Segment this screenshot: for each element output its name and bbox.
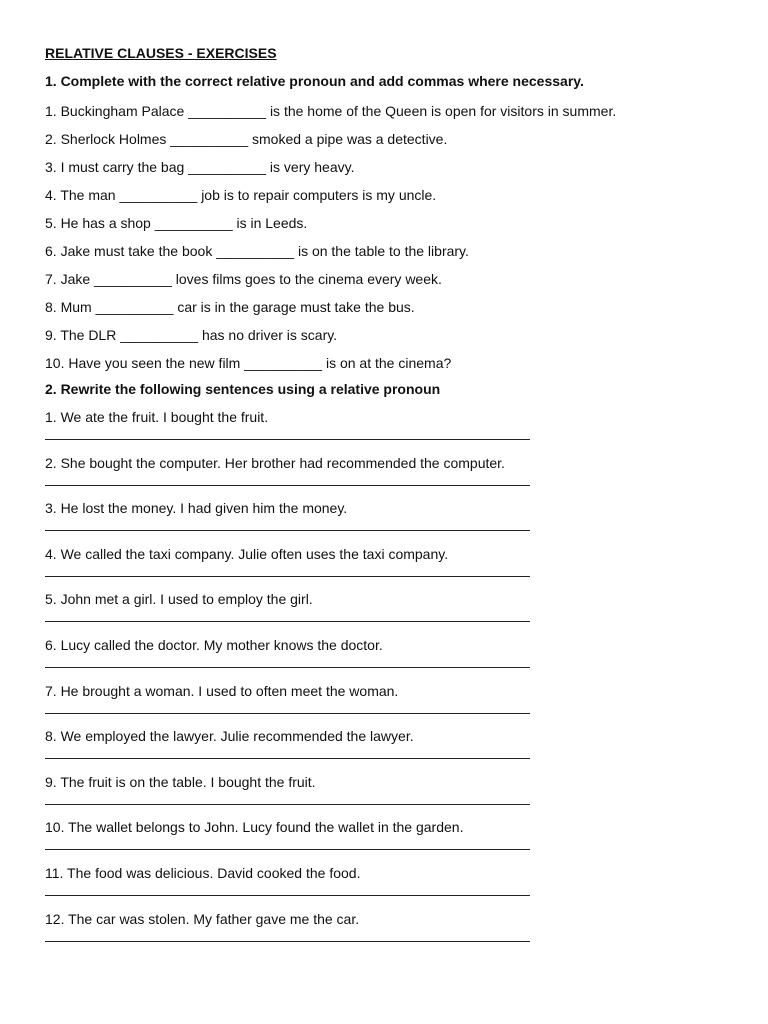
answer-line[interactable] <box>45 804 530 805</box>
answer-line[interactable] <box>45 941 530 942</box>
worksheet-title: RELATIVE CLAUSES - EXERCISES <box>45 45 277 61</box>
section-2-exercise-item <box>45 820 530 866</box>
section-2-exercise-item <box>45 775 530 821</box>
exercise-prompt: 3. He lost the money. I had given him the money. <box>45 500 348 517</box>
exercise-prompt: 7. He brought a woman. I used to often meet the woman. <box>45 682 399 699</box>
section-1-exercise-item: 6. Jake must take the book __________ is on the table to the library. <box>45 243 469 259</box>
exercise-prompt: 4. We called the taxi company. Julie often uses the taxi company. <box>45 545 449 562</box>
answer-line[interactable] <box>45 758 530 759</box>
section-2-heading: 2. Rewrite the following sentences using a relative pronoun <box>45 381 441 397</box>
exercise-prompt: 10. The wallet belongs to John. Lucy found the wallet in the garden. <box>45 819 464 836</box>
exercise-prompt: 8. We employed the lawyer. Julie recommended the lawyer. <box>45 728 414 745</box>
answer-line[interactable] <box>45 530 530 531</box>
section-2-exercise-item <box>45 866 530 912</box>
exercise-prompt: 9. The fruit is on the table. I bought the fruit. <box>45 773 316 790</box>
section-2-exercise-item <box>45 547 530 593</box>
section-1-exercise-item: 7. Jake __________ loves films goes to the cinema every week. <box>45 271 442 287</box>
section-2-exercise-item <box>45 410 530 456</box>
exercise-prompt: 11. The food was delicious. David cooked the food. <box>45 864 361 881</box>
answer-line[interactable] <box>45 439 530 440</box>
section-1-exercise-item: 5. He has a shop __________ is in Leeds. <box>45 215 308 231</box>
section-1-exercise-item: 1. Buckingham Palace __________ is the home of the Queen is open for visitors in summer. <box>45 103 617 119</box>
answer-line[interactable] <box>45 849 530 850</box>
section-1-exercise-list <box>45 104 616 384</box>
exercise-prompt: 2. She bought the computer. Her brother had recommended the computer. <box>45 454 505 471</box>
exercise-prompt: 5. John met a girl. I used to employ the girl. <box>45 591 313 608</box>
section-2-exercise-item <box>45 638 530 684</box>
section-1-exercise-item: 9. The DLR __________ has no driver is scary. <box>45 327 338 343</box>
section-1-exercise-item: 2. Sherlock Holmes __________ smoked a pipe was a detective. <box>45 131 448 147</box>
section-2-exercise-item <box>45 684 530 730</box>
answer-line[interactable] <box>45 713 530 714</box>
answer-line[interactable] <box>45 485 530 486</box>
answer-line[interactable] <box>45 895 530 896</box>
section-1-exercise-item: 3. I must carry the bag __________ is very heavy. <box>45 159 355 175</box>
exercise-prompt: 12. The car was stolen. My father gave me the car. <box>45 910 360 927</box>
section-1-heading: 1. Complete with the correct relative pronoun and add commas where necessary. <box>45 73 584 89</box>
answer-line[interactable] <box>45 667 530 668</box>
exercise-prompt: 6. Lucy called the doctor. My mother knows the doctor. <box>45 636 383 653</box>
section-2-exercise-list <box>45 410 530 957</box>
section-2-exercise-item <box>45 456 530 502</box>
exercise-prompt: 1. We ate the fruit. I bought the fruit. <box>45 409 269 425</box>
answer-line[interactable] <box>45 576 530 577</box>
section-2-exercise-item <box>45 501 530 547</box>
section-1-exercise-item: 8. Mum __________ car is in the garage must take the bus. <box>45 299 415 315</box>
section-2-exercise-item <box>45 592 530 638</box>
answer-line[interactable] <box>45 621 530 622</box>
section-1-exercise-item: 4. The man __________ job is to repair computers is my uncle. <box>45 187 437 203</box>
section-1-exercise-item: 10. Have you seen the new film __________ is on at the cinema? <box>45 355 452 371</box>
section-2-exercise-item <box>45 729 530 775</box>
section-2-exercise-item <box>45 912 530 958</box>
